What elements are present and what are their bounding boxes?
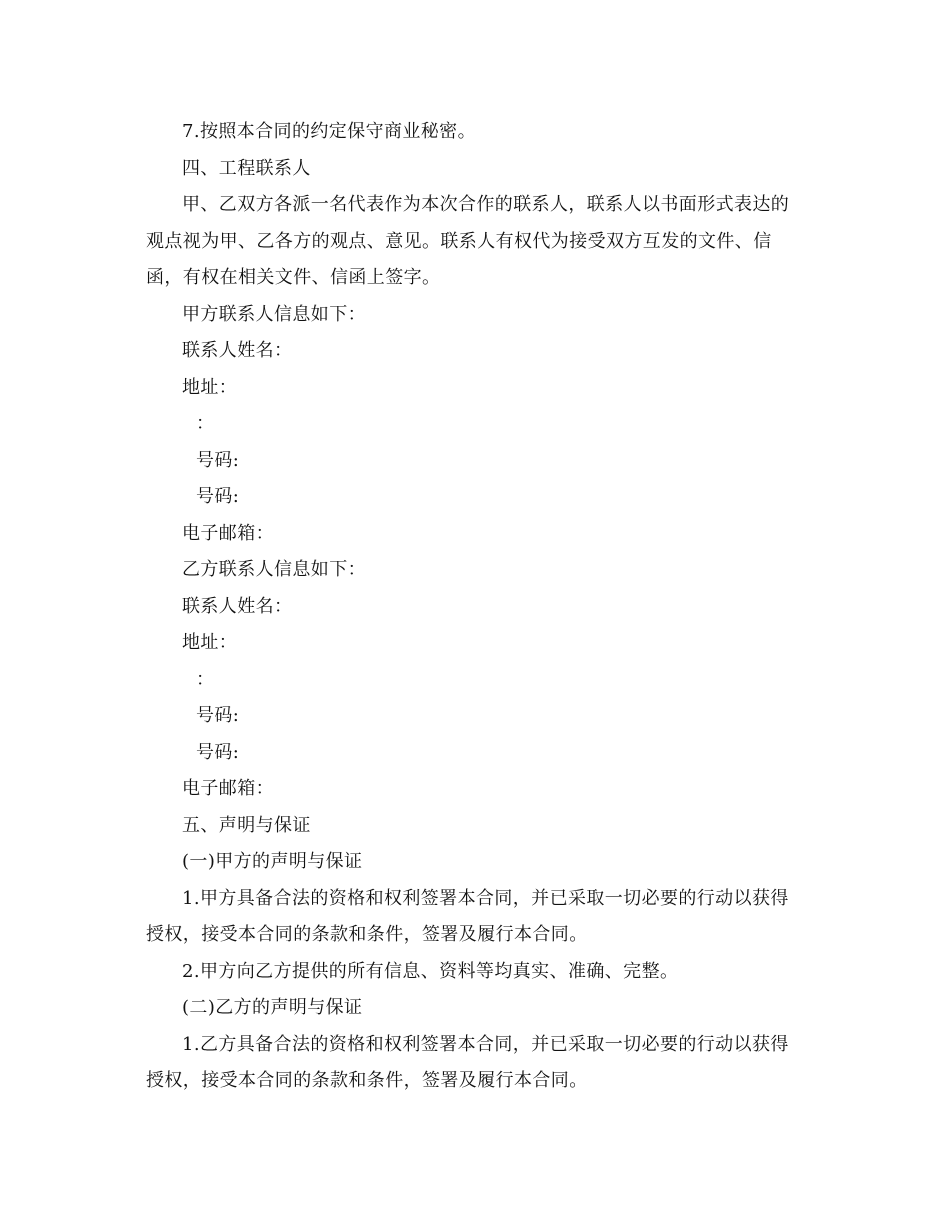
party-a-contact-address: 地址： <box>182 376 238 398</box>
party-a-contact-phone-2: 号码: <box>196 486 240 507</box>
party-b-contact-heading: 乙方联系人信息如下： <box>182 559 366 580</box>
party-b-contact-email: 电子邮箱： <box>182 778 274 799</box>
section-5-heading: 五、声明与保证 <box>182 814 311 836</box>
party-a-contact-name: 联系人姓名： <box>182 340 293 361</box>
party-a-contact-phone-1: 号码: <box>196 449 240 471</box>
party-b-contact-address: 地址： <box>182 632 238 653</box>
party-a-declaration-heading: (一)甲方的声明与保证 <box>182 851 363 872</box>
party-a-declaration-2: 2.甲方向乙方提供的所有信息、资料等均真实、准确、完整。 <box>182 960 679 982</box>
party-b-contact-colon: ： <box>196 668 215 690</box>
party-a-contact-email: 电子邮箱： <box>182 522 274 544</box>
party-b-contact-name: 联系人姓名： <box>182 595 293 617</box>
party-b-declaration-1: 1.乙方具备合法的资格和权利签署本合同，并已采取一切必要的行动以获得授权，接受本合同的条款和条件，签署及履行本合同。 <box>146 1033 789 1091</box>
party-a-contact-heading: 甲方联系人信息如下： <box>182 303 366 325</box>
party-a-contact-colon: ： <box>196 413 215 434</box>
party-a-declaration-1: 1.甲方具备合法的资格和权利签署本合同，并已采取一切必要的行动以获得授权，接受本合同的条款和条件，签署及履行本合同。 <box>146 887 789 945</box>
party-b-declaration-heading: (二)乙方的声明与保证 <box>182 997 363 1018</box>
clause-item-7: 7.按照本合同的约定保守商业秘密。 <box>182 121 476 142</box>
party-b-contact-phone-2: 号码: <box>196 741 240 763</box>
section-4-paragraph: 甲、乙双方各派一名代表作为本次合作的联系人，联系人以书面形式表达的观点视为甲、乙各方的观点、意见。联系人有权代为接受双方互发的文件、信函，有权在相关文件、信函上签字。 <box>146 194 790 288</box>
document-body <box>146 114 806 1100</box>
party-b-contact-phone-1: 号码: <box>196 705 240 726</box>
section-4-heading: 四、工程联系人 <box>182 157 311 179</box>
